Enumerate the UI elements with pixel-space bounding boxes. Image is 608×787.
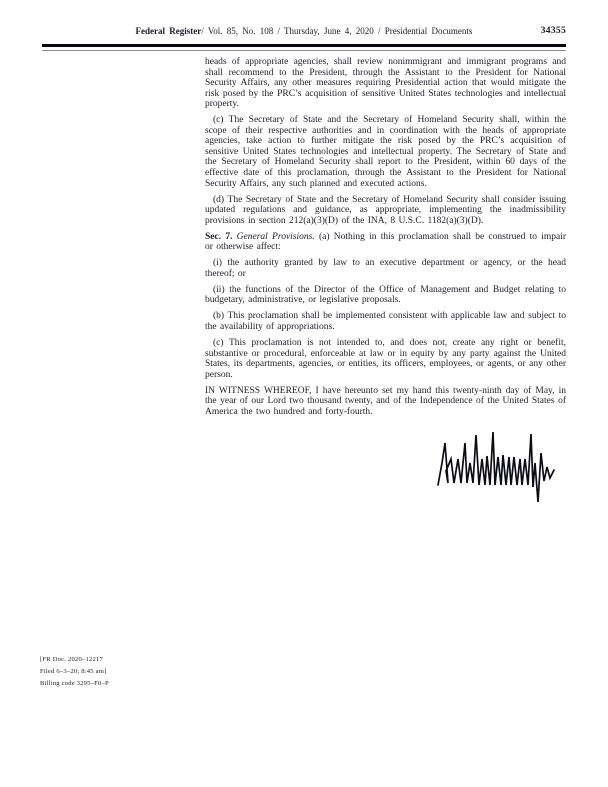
page-footer: [40, 654, 109, 691]
journal-title: Federal Register: [135, 26, 202, 36]
sec7-title: General Provisions.: [232, 231, 315, 242]
billing-code: Billing code 3295–F0–P: [40, 680, 109, 688]
paragraph-witness: IN WITNESS WHEREOF, I have hereunto set my hand this twenty-ninth day of May, in the year of our Lord two thousand twenty, and of the Independence of the United States of America the two hundred and forty-fourth.: [205, 385, 566, 417]
paragraph-sec7-i: (i) the authority granted by law to an executive department or agency, or the head thereof; or: [205, 258, 566, 279]
page-header: [42, 26, 566, 40]
issue-info: / Vol. 85, No. 108 / Thursday, June 4, 2020 / Presidential Documents: [201, 26, 473, 36]
sec7-text: (a) Nothing in this proclamation shall be construed to impair or otherwise affect:: [205, 231, 566, 253]
page-number: 34355: [540, 26, 566, 36]
signature-block: [205, 423, 566, 505]
fr-doc-number: [FR Doc. 2020–12217: [40, 656, 103, 663]
sec7-label: Sec. 7.: [205, 231, 233, 242]
presidential-signature-icon: [434, 423, 560, 505]
paragraph-sec7-ii: (ii) the functions of the Director of the Office of Management and Budget relating to budgetary, administrative, or legislative proposals.: [205, 284, 566, 306]
header-rule-thin: [42, 50, 566, 52]
paragraph-continuation: heads of appropriate agencies, shall review nonimmigrant and immigrant programs and shall recommend to the President, through the Assistant to the President for National Security Affairs, any other measures requiring Presidential action that would mitigate the risk posed by the PRC’s acquisition of sensitive United States technologies and intellectual property.: [205, 57, 566, 110]
filed-date: Filed 6–3–20; 8:45 am]: [40, 668, 107, 676]
paragraph-sec6-d: (d) The Secretary of State and the Secretary of Homeland Security shall consider issuing updated regulations and guidance, as appropriate, implementing the inadmissibility provisions in section 212(a)(3)(D) of the INA, 8 U.S.C. 1182(a)(3)(D).: [205, 194, 566, 226]
paragraph-sec7-b: (b) This proclamation shall be implemented consistent with applicable law and subject to the availability of appropriations.: [205, 311, 566, 333]
paragraph-sec7-c: (c) This proclamation is not intended to, and does not, create any right or benefit, substantive or procedural, enforceable at law or in equity by any party against the United States, its departments, agencies, or entities, its officers, employees, or agents, or any other person.: [205, 338, 566, 380]
paragraph-sec7: [205, 232, 566, 253]
header-rule-thick: [42, 44, 566, 47]
document-body: [205, 57, 566, 505]
paragraph-sec6-c: (c) The Secretary of State and the Secretary of Homeland Security shall, within the scope of their respective authorities and in coordination with the heads of appropriate agencies, take action to further mitigate the risk posed by the PRC’s acquisition of sensitive United States technologies and intellectual property. The Secretary of State and the Secretary of Homeland Security shall report to the President, within 60 days of the effective date of this proclamation, through the Assistant to the President for National Security Affairs, any such planned and executed actions.: [205, 115, 566, 189]
